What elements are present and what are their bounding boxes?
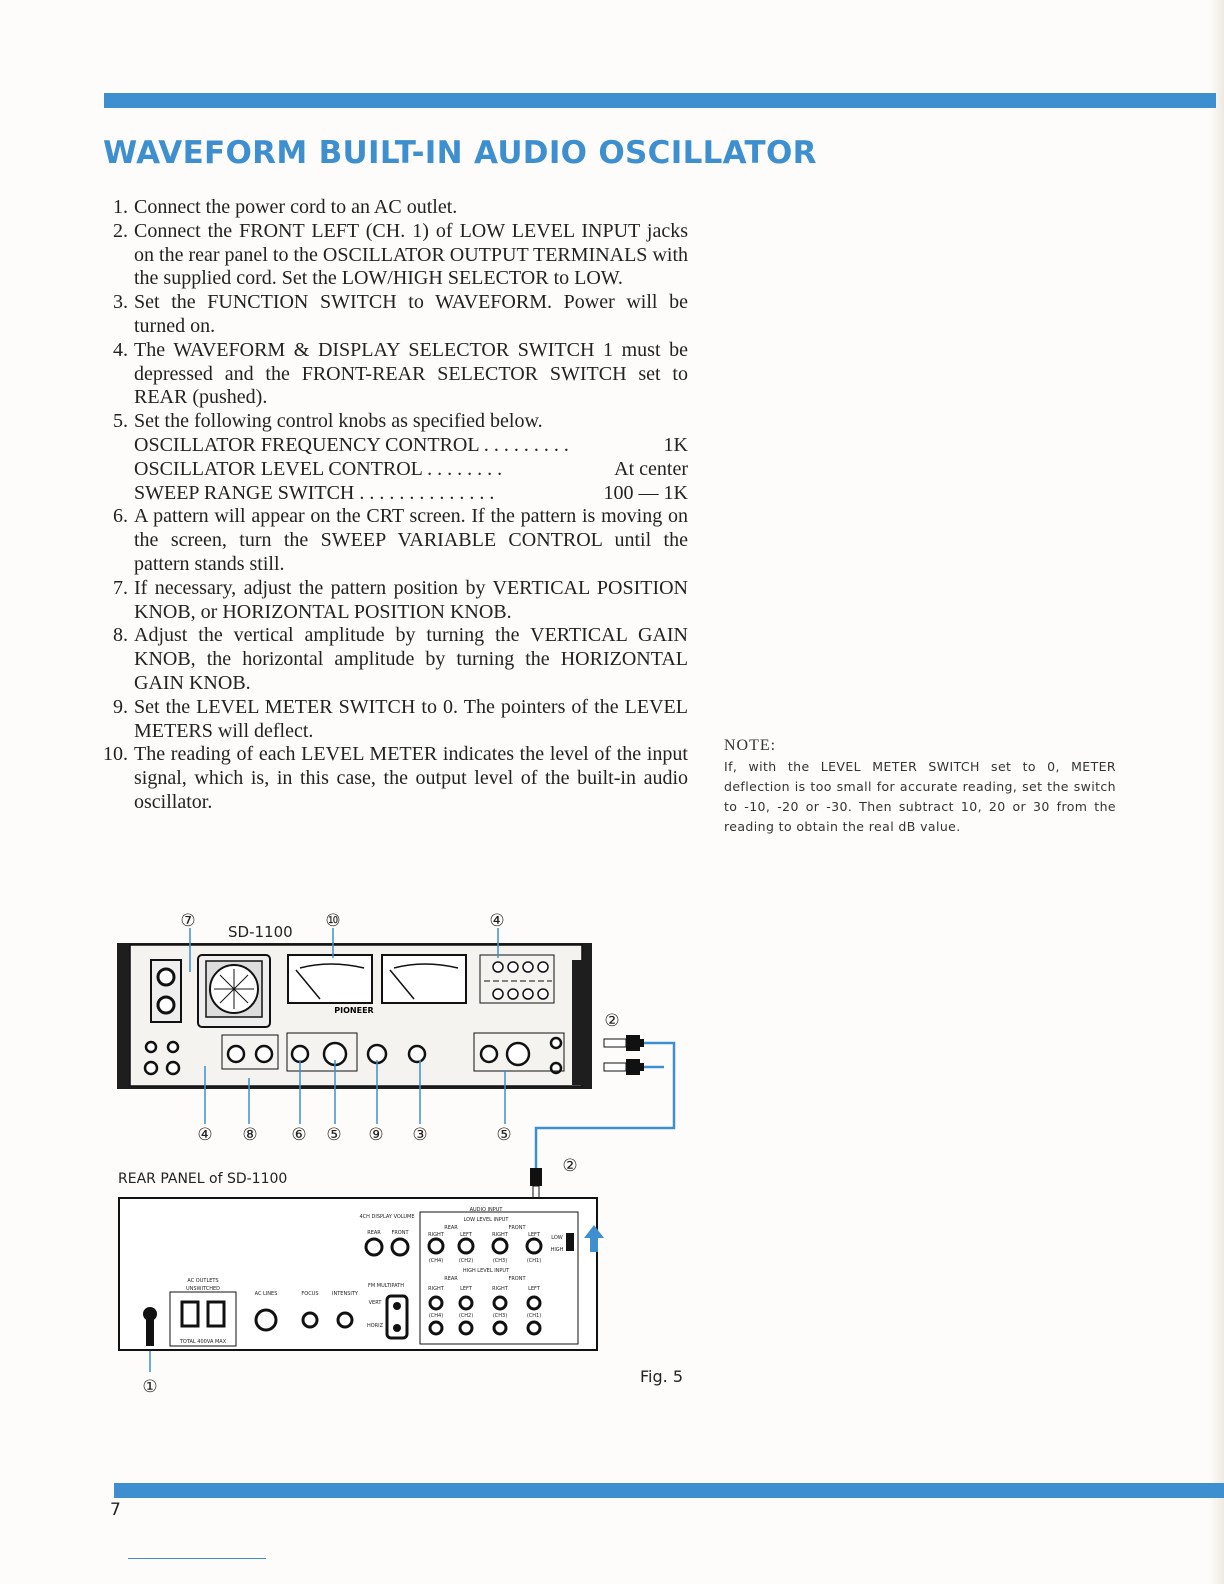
intensity-label: INTENSITY xyxy=(332,1291,358,1297)
setting-row: OSCILLATOR FREQUENCY CONTROL . . . . . . . . . 1K xyxy=(134,433,688,456)
callout-2: ② xyxy=(604,1011,620,1031)
rear-panel-label: REAR PANEL of SD-1100 xyxy=(118,1171,288,1187)
list-item: 9. Set the LEVEL METER SWITCH to 0. The pointers of the LEVEL METERS will deflect. xyxy=(113,695,688,742)
list-item: 1. Connect the power cord to an AC outlet. xyxy=(113,196,458,218)
callout-9: ⑨ xyxy=(368,1125,384,1145)
display-volume-label: 4CH DISPLAY VOLUME xyxy=(359,1214,415,1220)
fm-multipath-label: FM MULTIPATH xyxy=(368,1283,404,1289)
callout-5: ⑤ xyxy=(326,1125,342,1145)
ch3b-label: (CH3) xyxy=(492,1313,508,1319)
callout-10: ⑩ xyxy=(325,911,341,931)
rear-panel xyxy=(119,1198,604,1350)
front-panel xyxy=(117,943,592,1089)
callout-6: ⑥ xyxy=(291,1125,307,1145)
callout-7: ⑦ xyxy=(180,911,196,931)
unswitched-label: UNSWITCHED xyxy=(185,1286,221,1292)
high-rear-label: REAR xyxy=(444,1276,458,1282)
high-front-label: FRONT xyxy=(508,1276,526,1282)
ch3-label: (CH3) xyxy=(492,1258,508,1264)
total-label: TOTAL 400VA MAX xyxy=(179,1339,227,1345)
low-front-label: FRONT xyxy=(508,1225,526,1231)
low-rear-label: REAR xyxy=(444,1225,458,1231)
list-item: 6. A pattern will appear on the CRT screen. If the pattern is moving on the screen, turn the SWEEP VARIABLE CONTROL until the pattern stands still. xyxy=(113,505,688,575)
rear-volume-label: REAR xyxy=(367,1230,381,1236)
list-item: 3. Set the FUNCTION SWITCH to WAVEFORM. Power will be turned on. xyxy=(113,291,688,337)
page-number: 7 xyxy=(110,1500,121,1520)
ac-lines-label: AC LINES xyxy=(254,1291,278,1297)
high-right-label: RIGHT xyxy=(428,1286,444,1292)
high-left-label: LEFT xyxy=(460,1286,472,1292)
callout-3: ③ xyxy=(412,1125,428,1145)
callout-4: ④ xyxy=(489,911,505,931)
footer-line xyxy=(128,1558,266,1559)
focus-label: FOCUS xyxy=(301,1291,319,1297)
list-item: 10. The reading of each LEVEL METER indicates the level of the input signal, which is, in this case, the output level of the built-in audio oscillator. xyxy=(103,743,688,813)
list-item: 7. If necessary, adjust the pattern position by VERTICAL POSITION KNOB, or HORIZONTAL POSITION KNOB. xyxy=(113,576,688,623)
ch4-label: (CH4) xyxy=(428,1258,444,1264)
high-level-input-label: HIGH LEVEL INPUT xyxy=(462,1268,510,1274)
low-right2-label: RIGHT xyxy=(492,1232,508,1238)
list-item: 2. Connect the FRONT LEFT (CH. 1) of LOW LEVEL INPUT jacks on the rear panel to the OSCILLATOR OUTPUT TERMINALS with the supplied cord. Set the LOW/HIGH SELECTOR to LOW. xyxy=(113,219,688,290)
callout-1: ① xyxy=(142,1377,158,1397)
front-volume-label: FRONT xyxy=(391,1230,409,1236)
high-right2-label: RIGHT xyxy=(492,1286,508,1292)
high-left2-label: LEFT xyxy=(528,1286,540,1292)
list-item: 4. The WAVEFORM & DISPLAY SELECTOR SWITCH 1 must be depressed and the FRONT-REAR SELECTOR SWITCH set to REAR (pushed). xyxy=(113,338,688,409)
setting-row: OSCILLATOR LEVEL CONTROL . . . . . . . . At center xyxy=(134,457,688,480)
horiz-label: HORIZ xyxy=(366,1323,384,1329)
callout-5b: ⑤ xyxy=(496,1125,512,1145)
low-left-label: LEFT xyxy=(460,1232,472,1238)
bottom-rule xyxy=(114,1483,1224,1498)
ch2b-label: (CH2) xyxy=(458,1313,474,1319)
ac-outlets-label: AC OUTLETS xyxy=(187,1278,219,1284)
high-label: HIGH xyxy=(550,1247,564,1253)
ch1b-label: (CH1) xyxy=(526,1313,542,1319)
page-title: WAVEFORM BUILT-IN AUDIO OSCILLATOR xyxy=(103,135,817,171)
low-left2-label: LEFT xyxy=(528,1232,540,1238)
list-item: 5. Set the following control knobs as specified below. OSCILLATOR FREQUENCY CONTROL . . . . . . . . . 1K OSCILLATOR LEVEL CONTROL . . . . . . . . At center SWEEP RANGE SWITCH . . . . . . . . . . . . . . 100 — 1K xyxy=(113,410,688,504)
note-text: If, with the LEVEL METER SWITCH set to 0, METER deflection is too small for accurate reading, set the switch to -10, -20 or -30. Then subtract 10, 20 or 30 from the reading to obtain the real dB value. xyxy=(724,759,1116,834)
callout-4b: ④ xyxy=(197,1125,213,1145)
list-item: 8. Adjust the vertical amplitude by turning the VERTICAL GAIN KNOB, the horizontal amplitude by turning the HORIZONTAL GAIN KNOB. xyxy=(113,624,688,694)
note-title: NOTE: xyxy=(724,737,777,754)
ch4b-label: (CH4) xyxy=(428,1313,444,1319)
low-label: LOW xyxy=(551,1235,563,1241)
low-right-label: RIGHT xyxy=(428,1232,444,1238)
brand-logo: PIONEER xyxy=(334,1006,374,1015)
vert-label: VERT xyxy=(368,1300,382,1306)
callout-8: ⑧ xyxy=(242,1125,258,1145)
audio-input-label: AUDIO INPUT xyxy=(469,1207,503,1213)
front-model-label: SD-1100 xyxy=(228,923,293,941)
figure-caption: Fig. 5 xyxy=(640,1367,683,1386)
ch2-label: (CH2) xyxy=(458,1258,474,1264)
step-text: Set the following control knobs as specified below. xyxy=(134,410,543,433)
callout-2b: ② xyxy=(562,1156,578,1176)
setting-row: SWEEP RANGE SWITCH . . . . . . . . . . . . . . 100 — 1K xyxy=(134,481,688,504)
ch1-label: (CH1) xyxy=(526,1258,542,1264)
low-level-input-label: LOW LEVEL INPUT xyxy=(463,1217,509,1223)
